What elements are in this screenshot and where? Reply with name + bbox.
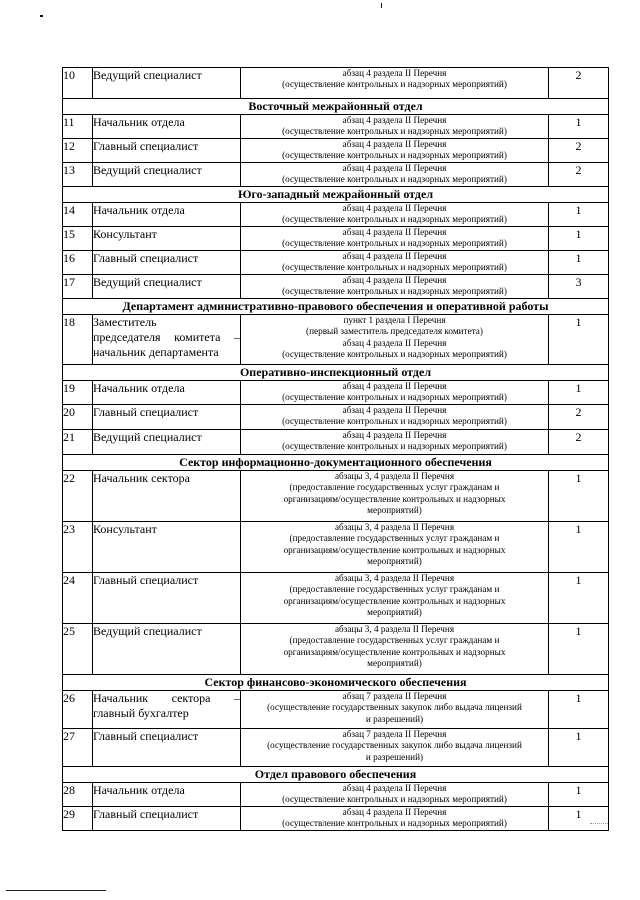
position-name: Ведущий специалист xyxy=(93,275,241,299)
section-heading: Сектор финансово-экономического обеспечения xyxy=(63,675,609,691)
section-heading: Восточный межрайонный отдел xyxy=(63,99,609,115)
staff-count: 1 xyxy=(549,691,609,729)
table-row xyxy=(63,203,609,227)
staff-count: 1 xyxy=(549,315,609,365)
section-heading: Сектор информационно-документационного обеспечения xyxy=(63,455,609,471)
row-number: 24 xyxy=(63,573,93,624)
scan-mark xyxy=(381,3,382,8)
position-name: Начальник отдела xyxy=(93,203,241,227)
position-name: Ведущий специалист xyxy=(93,163,241,187)
staff-count: 1 xyxy=(549,522,609,573)
basis-cell: абзац 4 раздела II Перечня (осуществление контрольных и надзорных мероприятий) xyxy=(241,68,549,99)
table-row xyxy=(63,227,609,251)
position-name: Заместитель председателя комитета – начальник департамента xyxy=(93,315,241,365)
position-name: Консультант xyxy=(93,227,241,251)
basis-cell: абзацы 3, 4 раздела II Перечня (предоставление государственных услуг гражданам и организациям/осуществление контрольных и надзорных мероприятий) xyxy=(241,471,549,522)
positions-table xyxy=(62,67,609,831)
row-number: 18 xyxy=(63,315,93,365)
position-name: Главный специалист xyxy=(93,139,241,163)
table-row xyxy=(63,115,609,139)
position-name: Начальник отдела xyxy=(93,783,241,807)
basis-cell: пункт 1 раздела I Перечня (первый заместитель председателя комитета) абзац 4 раздела II Перечня (осуществление контрольных и надзорных мероприятий) xyxy=(241,315,549,365)
position-name: Ведущий специалист xyxy=(93,68,241,99)
basis-cell: абзац 4 раздела II Перечня (осуществление контрольных и надзорных мероприятий) xyxy=(241,430,549,455)
position-name: Начальник отдела xyxy=(93,381,241,405)
row-number: 21 xyxy=(63,430,93,455)
basis-cell: абзац 4 раздела II Перечня (осуществление контрольных и надзорных мероприятий) xyxy=(241,139,549,163)
basis-cell: абзац 4 раздела II Перечня (осуществление контрольных и надзорных мероприятий) xyxy=(241,227,549,251)
row-number: 27 xyxy=(63,729,93,767)
table-row xyxy=(63,275,609,299)
staff-count: 1 xyxy=(549,203,609,227)
position-name: Главный специалист xyxy=(93,405,241,430)
position-name: Главный специалист xyxy=(93,251,241,275)
staff-count: 1 xyxy=(549,115,609,139)
scan-mark xyxy=(40,15,43,17)
row-number: 22 xyxy=(63,471,93,522)
basis-cell: абзац 4 раздела II Перечня (осуществление контрольных и надзорных мероприятий) xyxy=(241,115,549,139)
table-row xyxy=(63,163,609,187)
section-heading: Департамент административно-правового обеспечения и оперативной работы xyxy=(63,299,609,315)
position-name: Главный специалист xyxy=(93,573,241,624)
section-heading: Оперативно-инспекционный отдел xyxy=(63,365,609,381)
table-row xyxy=(63,573,609,624)
table-row xyxy=(63,251,609,275)
basis-cell: абзац 4 раздела II Перечня (осуществление контрольных и надзорных мероприятий) xyxy=(241,783,549,807)
scan-specks xyxy=(590,823,608,824)
basis-cell: абзац 4 раздела II Перечня (осуществление контрольных и надзорных мероприятий) xyxy=(241,405,549,430)
staff-count: 1 xyxy=(549,783,609,807)
staff-count: 2 xyxy=(549,405,609,430)
staff-count: 3 xyxy=(549,275,609,299)
staff-count: 1 xyxy=(549,807,609,831)
row-number: 23 xyxy=(63,522,93,573)
position-name: Начальник сектора xyxy=(93,471,241,522)
table-row xyxy=(63,405,609,430)
basis-cell: абзацы 3, 4 раздела II Перечня (предоставление государственных услуг гражданам и организациям/осуществление контрольных и надзорных мероприятий) xyxy=(241,573,549,624)
basis-cell: абзац 7 раздела II Перечня (осуществление государственных закупок либо выдача лицензий и разрешений) xyxy=(241,691,549,729)
row-number: 20 xyxy=(63,405,93,430)
row-number: 26 xyxy=(63,691,93,729)
staff-count: 1 xyxy=(549,251,609,275)
row-number: 19 xyxy=(63,381,93,405)
row-number: 16 xyxy=(63,251,93,275)
table-row xyxy=(63,139,609,163)
section-heading: Юго-западный межрайонный отдел xyxy=(63,187,609,203)
footnote-separator xyxy=(6,890,106,891)
table-row xyxy=(63,729,609,767)
position-name: Ведущий специалист xyxy=(93,430,241,455)
table-row xyxy=(63,315,609,365)
staff-count: 2 xyxy=(549,68,609,99)
table-row xyxy=(63,471,609,522)
staff-count: 1 xyxy=(549,573,609,624)
staff-count: 2 xyxy=(549,163,609,187)
row-number: 15 xyxy=(63,227,93,251)
basis-cell: абзац 4 раздела II Перечня (осуществление контрольных и надзорных мероприятий) xyxy=(241,381,549,405)
row-number: 28 xyxy=(63,783,93,807)
position-name: Ведущий специалист xyxy=(93,624,241,675)
basis-cell: абзац 4 раздела II Перечня (осуществление контрольных и надзорных мероприятий) xyxy=(241,163,549,187)
row-number: 25 xyxy=(63,624,93,675)
staff-count: 1 xyxy=(549,227,609,251)
table-row xyxy=(63,68,609,99)
row-number: 29 xyxy=(63,807,93,831)
position-name: Консультант xyxy=(93,522,241,573)
basis-cell: абзац 4 раздела II Перечня (осуществление контрольных и надзорных мероприятий) xyxy=(241,251,549,275)
position-name: Начальник сектора – главный бухгалтер xyxy=(93,691,241,729)
basis-cell: абзац 4 раздела II Перечня (осуществление контрольных и надзорных мероприятий) xyxy=(241,807,549,831)
staff-count: 1 xyxy=(549,381,609,405)
table-row xyxy=(63,624,609,675)
position-name: Главный специалист xyxy=(93,729,241,767)
staff-count: 1 xyxy=(549,471,609,522)
row-number: 12 xyxy=(63,139,93,163)
basis-cell: абзацы 3, 4 раздела II Перечня (предоставление государственных услуг гражданам и организациям/осуществление контрольных и надзорных мероприятий) xyxy=(241,624,549,675)
table-row xyxy=(63,381,609,405)
staff-count: 2 xyxy=(549,139,609,163)
position-name: Главный специалист xyxy=(93,807,241,831)
basis-cell: абзацы 3, 4 раздела II Перечня (предоставление государственных услуг гражданам и организациям/осуществление контрольных и надзорных мероприятий) xyxy=(241,522,549,573)
staff-count: 2 xyxy=(549,430,609,455)
section-heading: Отдел правового обеспечения xyxy=(63,767,609,783)
row-number: 17 xyxy=(63,275,93,299)
row-number: 13 xyxy=(63,163,93,187)
table-row xyxy=(63,522,609,573)
row-number: 10 xyxy=(63,68,93,99)
table-row xyxy=(63,430,609,455)
row-number: 11 xyxy=(63,115,93,139)
basis-cell: абзац 4 раздела II Перечня (осуществление контрольных и надзорных мероприятий) xyxy=(241,203,549,227)
basis-cell: абзац 7 раздела II Перечня (осуществление государственных закупок либо выдача лицензий и разрешений) xyxy=(241,729,549,767)
position-name: Начальник отдела xyxy=(93,115,241,139)
staff-count: 1 xyxy=(549,624,609,675)
table-row xyxy=(63,807,609,831)
basis-cell: абзац 4 раздела II Перечня (осуществление контрольных и надзорных мероприятий) xyxy=(241,275,549,299)
table-row xyxy=(63,783,609,807)
staff-count: 1 xyxy=(549,729,609,767)
row-number: 14 xyxy=(63,203,93,227)
table-row xyxy=(63,691,609,729)
